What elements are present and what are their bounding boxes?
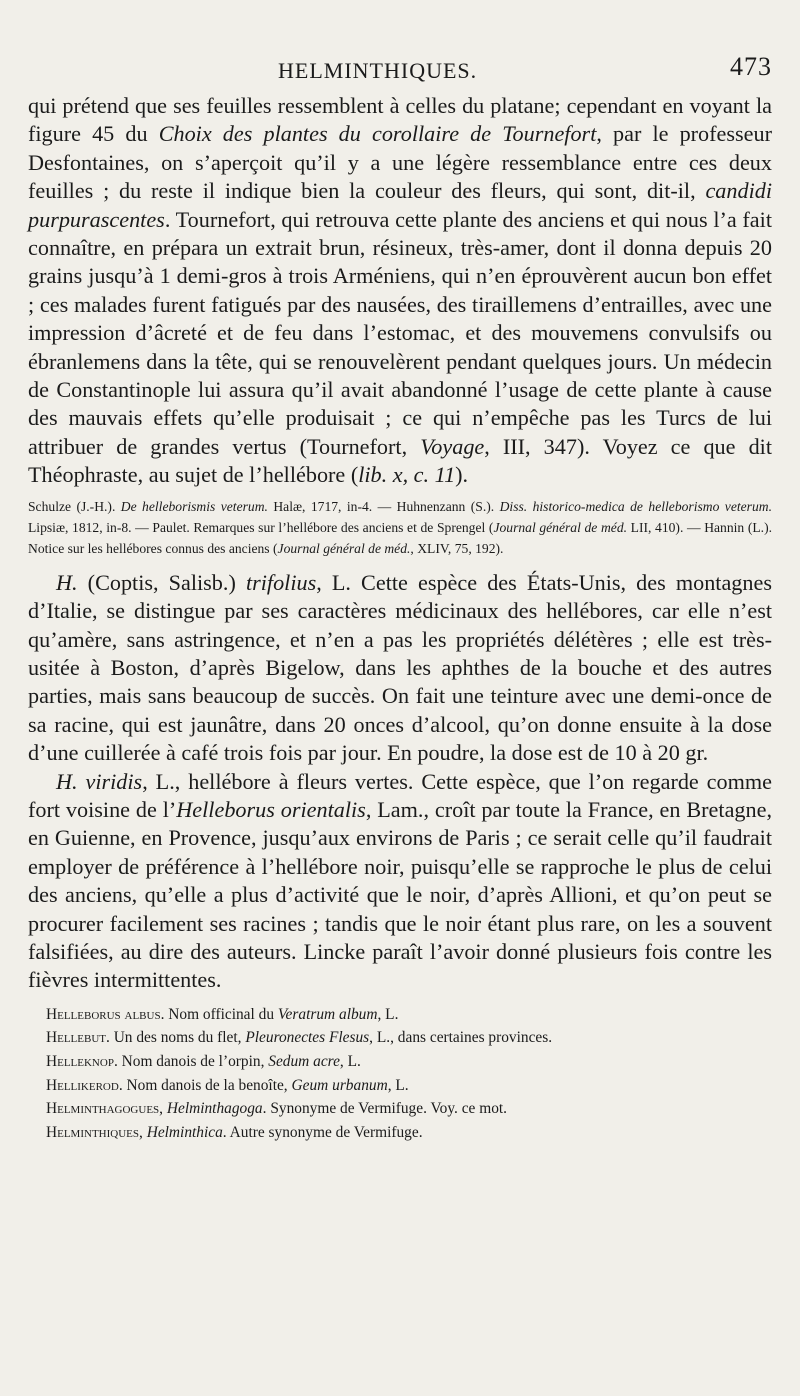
book-page — [28, 52, 772, 1144]
latin-name: Sedum acre — [268, 1052, 340, 1070]
species-name: H. viridis — [56, 768, 143, 794]
latin-name: Helminthica — [146, 1123, 223, 1141]
genus-abbrev: H. — [56, 569, 78, 595]
species-name: Helleborus orientalis — [176, 796, 366, 822]
text-run: Schulze (J.-H.). — [28, 498, 121, 514]
species-name: trifolius — [245, 569, 317, 595]
text-run: ). — [455, 462, 469, 488]
paragraph-trifolius — [28, 569, 772, 768]
work-title: Diss. historico-medica de helleborismo veterum. — [499, 498, 772, 514]
index-term: Hellikerod — [46, 1076, 119, 1094]
text-run: , Lam., croît par toute la France, en Bretagne, en Guienne, en Provence, jusqu’aux environs de Paris ; ce serait celle qu’il faudrait employer de préférence à l’hellébore noir, puisqu’elle se rapproche le plus de celui des anciens, qu’elle a plus d’activité que le noir, d’après Allioni, et qu’on peut se procurer facilement ses racines ; tandis que le noir étant plus rare, on les a souvent falsifiées, au dire des auteurs. Lincke paraît l’avoir donné plusieurs fois contre les fièvres intermittentes. — [28, 796, 773, 993]
text-run: LII, 410). — Hannin (L.). Notice sur les hellébores connus des anciens ( — [28, 519, 772, 556]
work-title: Journal général de méd. — [493, 519, 628, 535]
text-run: , L., hellébore à fleurs vertes. Cette espèce, que l’on regarde comme fort voisine de l’ — [28, 768, 772, 822]
text-run: , III, 347). Voyez ce que dit Théophraste, au sujet de l’hellébore ( — [28, 433, 772, 488]
index-entry — [46, 1003, 772, 1027]
text-run: . Un des noms du flet, — [106, 1029, 246, 1047]
text-run: . Nom officinal du — [160, 1005, 278, 1023]
text-run: . Tournefort, qui retrouva cette plante des anciens et qui nous l’a fait connaître, en prépara un extrait brun, résineux, très-amer, dont il donna depuis 20 grains jusqu’à 1 demi-gros à trois Arméniens, qui n’en éprouvèrent aucun bon effet ; ces malades furent fatigués par des nausées, des tiraillemens d’entrailles, avec une impression d’âcreté et de feu dans l’estomac, et des mouvemens convulsifs ou ébranlemens dans la tête, qui se renouvelèrent pendant quelques jours. Un médecin de Constantinople lui assura qu’il avait abandonné l’usage de cette plante à cause des mauvais effets qu’elle produisait ; ce qui n’empêche pas les Turcs de lui attribuer de grandes vertus (Tournefort, — [28, 206, 772, 459]
index-entry — [46, 1121, 772, 1145]
bibliography-note — [28, 496, 772, 559]
text-run: , — [139, 1123, 147, 1141]
text-run: , par le professeur Desfontaines, on s’aperçoit qu’il y a une légère ressemblance entre ces deux feuilles ; du reste il indique bien la couleur des fleurs, qui sont, dit-il, — [28, 121, 772, 204]
text-run: , L., dans certaines provinces. — [369, 1029, 553, 1047]
latin-name: Geum urbanum — [291, 1076, 388, 1094]
latin-name: Pleuronectes Flesus — [245, 1029, 370, 1047]
index-entries — [28, 1003, 772, 1145]
text-run: . Synonyme de Vermifuge. Voy. ce mot. — [262, 1100, 508, 1118]
work-title: De helleborismis veterum. — [120, 498, 268, 514]
citation: lib. x, c. 11 — [358, 462, 456, 488]
latin-name: Veratrum album — [277, 1005, 378, 1023]
work-title: Journal général de méd. — [277, 540, 411, 556]
index-term: Helleborus albus — [46, 1005, 161, 1023]
paragraph-tournefort — [28, 92, 772, 490]
latin-name: Helminthagoga — [166, 1100, 263, 1118]
index-term: Helleknop — [46, 1052, 114, 1070]
index-entry — [46, 1097, 772, 1121]
text-run: , L. — [387, 1076, 409, 1094]
text-run: . Nom danois de l’orpin, — [113, 1052, 269, 1070]
page-number: 473 — [730, 52, 772, 81]
index-entry — [46, 1074, 772, 1098]
text-run: Lipsiæ, 1812, in-8. — Paulet. Remarques sur l’hellébore des anciens et de Sprengel ( — [28, 519, 494, 535]
text-run: qui prétend que ses feuilles ressemblent à celles du platane; cependant en voyant la figure 45 du — [28, 93, 772, 147]
text-run: (Coptis, Salisb.) — [77, 569, 246, 595]
index-term: Helminthiques — [46, 1123, 139, 1141]
text-run: Halæ, 1717, in-4. — Huhnenzann (S.). — [267, 498, 500, 514]
index-entry — [46, 1026, 772, 1050]
index-entry — [46, 1050, 772, 1074]
work-title: Voyage — [420, 433, 485, 459]
text-run: , L. Cette espèce des États-Unis, des montagnes d’Italie, se distingue par ses caractères médicinaux des hellébores, car elle n’est qu’amère, sans astringence, et n’en a pas les propriétés délétères ; elle est très-usitée à Boston, d’après Bigelow, dans les aphthes de la bouche et des autres parties, mais sans beaucoup de succès. On fait une teinture avec une demi-once de sa racine, qui est jaunâtre, dans 20 onces d’alcool, qu’on donne ensuite à la dose d’une cuillerée à café trois fois par jour. En poudre, la dose est de 10 à 20 gr. — [28, 569, 772, 766]
latin-phrase: candidi purpurascentes — [28, 178, 772, 232]
paragraph-viridis — [28, 768, 772, 995]
text-run: , L. — [377, 1005, 399, 1023]
running-title: HELMINTHIQUES. — [278, 58, 478, 83]
text-run: , XLIV, 75, 192). — [410, 540, 504, 556]
index-term: Hellebut — [46, 1029, 106, 1047]
index-term: Helminthagogues — [46, 1100, 160, 1118]
text-run: , — [159, 1100, 167, 1118]
text-run: . Nom danois de la benoîte, — [118, 1076, 292, 1094]
work-title: Choix des plantes du corollaire de Tournefort — [158, 121, 597, 147]
running-header — [28, 52, 772, 92]
text-run: , L. — [339, 1052, 361, 1070]
text-run: . Autre synonyme de Vermifuge. — [222, 1123, 423, 1141]
